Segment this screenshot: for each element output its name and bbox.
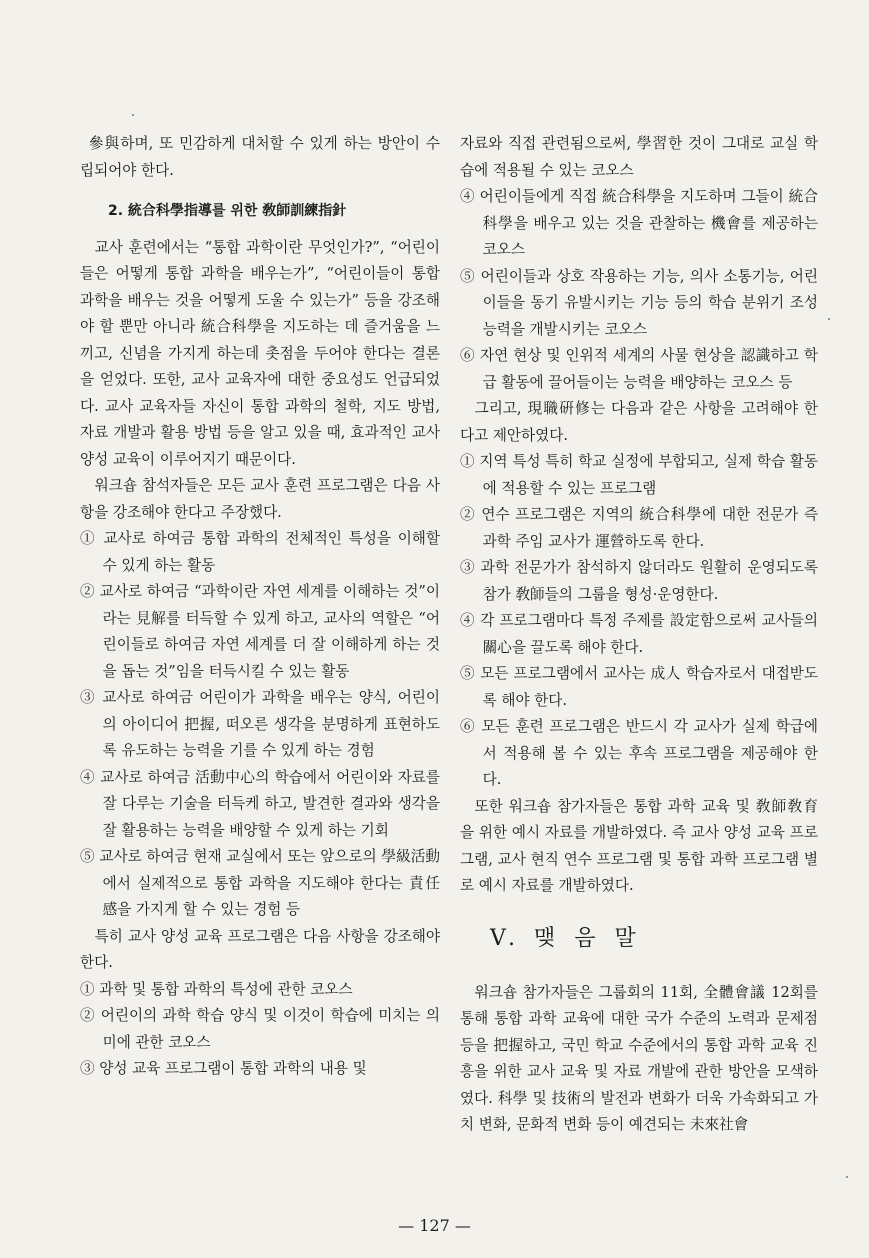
paragraph: 또한 워크숍 참가자들은 통합 과학 교육 및 敎師敎育을 위한 예시 자료를 개발하였다. 즉 교사 양성 교육 프로그램, 교사 현직 연수 프로그램 및 통합 과학 프로그램 별로 예시 자료를 개발하였다. bbox=[460, 797, 818, 894]
list-item: ① 지역 특성 특히 학교 실정에 부합되고, 실제 학습 활동에 적용할 수 있는 프로그램 bbox=[460, 453, 818, 497]
list bbox=[460, 449, 818, 794]
right-column bbox=[460, 131, 818, 1139]
list-item: ③ 교사로 하여금 어린이가 과학을 배우는 양식, 어린이의 아이디어 把握, 떠오른 생각을 분명하게 표현하도록 유도하는 능력을 기를 수 있게 하는 경험 bbox=[80, 689, 440, 759]
paragraph: 워크숍 참가자들은 그룹회의 11회, 全體會議 12회를 통해 통합 과학 교육에 대한 국가 수준의 노력과 문제점 등을 把握하고, 국민 학교 수준에서의 통합 과학 교육 진흥을 위한 교사 교육 및 자료 개발에 관한 방안을 모색하였다. 科學 및 技術의 발전과 변화가 더욱 가속화되고 가치 변화, 문화적 변화 등이 예견되는 未來社會 bbox=[460, 983, 818, 1133]
list-item: ③ 양성 교육 프로그램이 통합 과학의 내용 및 bbox=[80, 1060, 367, 1077]
paragraph: 특히 교사 양성 교육 프로그램은 다음 사항을 강조해야 한다. bbox=[80, 927, 440, 971]
section-title: V. 맺 음 말 bbox=[490, 925, 642, 951]
scan-speck bbox=[828, 318, 830, 320]
list-item: ④ 교사로 하여금 活動中心의 학습에서 어린이와 자료를 잘 다루는 기술을 터득케 하고, 발견한 결과와 생각을 잘 활용하는 능력을 배양할 수 있게 하는 기회 bbox=[80, 768, 440, 839]
scan-speck bbox=[132, 114, 134, 116]
list-item: ④ 어린이들에게 직접 統合科學을 지도하며 그들이 統合科學을 배우고 있는 것을 관찰하는 機會를 제공하는 코오스 bbox=[460, 188, 818, 258]
section-heading: 2. 統合科學指導를 위한 敎師訓練指針 bbox=[108, 203, 347, 219]
list-item: ④ 각 프로그램마다 특정 주제를 設定함으로써 교사들의 關心을 끌도록 해야 한다. bbox=[460, 612, 818, 656]
list-item: ② 어린이의 과학 학습 양식 및 이것이 학습에 미치는 의미에 관한 코오스 bbox=[80, 1007, 440, 1051]
list-item: ⑥ 자연 현상 및 인위적 세계의 사물 현상을 認識하고 학급 활동에 끌어들이는 능력을 배양하는 코오스 등 bbox=[460, 347, 818, 391]
list-item: ⑥ 모든 훈련 프로그램은 반드시 각 교사가 실제 학급에서 적용해 볼 수 있는 후속 프로그램을 제공해야 한다. bbox=[460, 718, 818, 788]
list-item: ① 교사로 하여금 통합 과학의 전체적인 특성을 이해할 수 있게 하는 활동 bbox=[80, 530, 440, 574]
list-item: ⑤ 어린이들과 상호 작용하는 기능, 의사 소통기능, 어린이들을 동기 유발시키는 기능 등의 학습 분위기 조성 능력을 개발시키는 코오스 bbox=[460, 267, 818, 338]
paragraph: 그리고, 現職硏修는 다음과 같은 사항을 고려해야 한다고 제안하였다. bbox=[460, 400, 818, 444]
scan-speck bbox=[846, 1176, 848, 1178]
list-item: ① 과학 및 통합 과학의 특성에 관한 코오스 bbox=[80, 980, 353, 998]
paragraph: 워크숍 참석자들은 모든 교사 훈련 프로그램은 다음 사항을 강조해야 한다고 주장했다. bbox=[80, 477, 440, 521]
list-item: ⑤ 모든 프로그램에서 교사는 成人 학습자로서 대접받도록 해야 한다. bbox=[460, 665, 818, 709]
paragraph: 교사 훈련에서는 “통합 과학이란 무엇인가?”, “어린이들은 어떻게 통합 과학을 배우는가”, “어린이들이 통합 과학을 배우는 것을 어떻게 도울 수 있는가” 등을 강조해야 할 뿐만 아니라 統合科學을 지도하는 데 즐거움을 느끼고, 신념을 가지게 하는데 촛점을 두어야 한다는 결론을 얻었다. 또한, 교사 교육자에 대한 중요성도 언급되었다. 교사 교육자들 자신이 통합 과학의 철학, 지도 방법, 자료 개발과 활용 방법 등을 알고 있을 때, 효과적인 교사 양성 교육이 이루어지기 때문이다. bbox=[80, 238, 440, 468]
paragraph: 參與하며, 또 민감하게 대처할 수 있게 하는 방안이 수립되어야 한다. bbox=[80, 135, 440, 179]
list-item: ③ 과학 전문가가 참석하지 않더라도 원활히 운영되도록 참가 敎師들의 그룹을 형성·운영한다. bbox=[460, 559, 818, 603]
paragraph: 자료와 직접 관련됨으로써, 學習한 것이 그대로 교실 학습에 적용될 수 있는 코오스 bbox=[460, 135, 818, 179]
page-number: — 127 — bbox=[398, 1216, 471, 1235]
left-column bbox=[80, 131, 440, 1083]
list bbox=[80, 977, 440, 1083]
list bbox=[460, 184, 818, 396]
list-item: ⑤ 교사로 하여금 현재 교실에서 또는 앞으로의 學級活動에서 실제적으로 통합 과학을 지도해야 한다는 責任感을 가지게 할 수 있는 경험 등 bbox=[80, 848, 440, 918]
list-item: ② 연수 프로그램은 지역의 統合科學에 대한 전문가 즉 과학 주임 교사가 運營하도록 한다. bbox=[460, 506, 818, 550]
list-item: ② 교사로 하여금 “과학이란 자연 세계를 이해하는 것”이라는 見解를 터득할 수 있게 하고, 교사의 역할은 “어린이들로 하여금 자연 세계를 더 잘 이해하게 하는 것을 돕는 것”임을 터득시킬 수 있는 활동 bbox=[80, 583, 440, 680]
list bbox=[80, 526, 440, 924]
